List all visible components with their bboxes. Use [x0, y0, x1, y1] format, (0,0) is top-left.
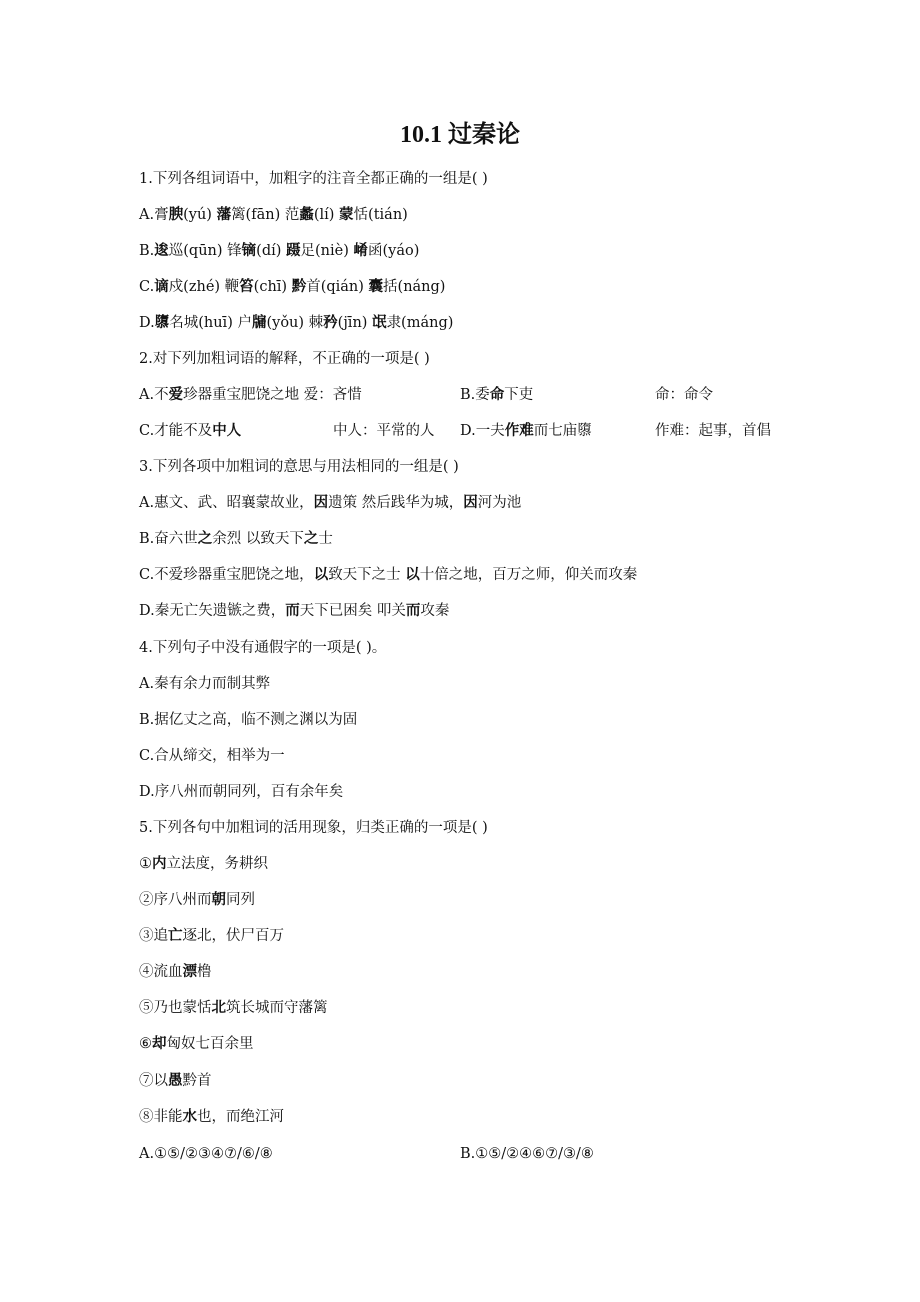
q3-option-d [139, 600, 449, 622]
q4-stem: 4.下列句子中没有通假字的一项是( )。 [139, 640, 387, 656]
q5-option-a: A.①⑤/②③④⑦/⑥/⑧ [139, 1146, 273, 1162]
q4-option-a: A.秦有余力而制其弊 [139, 676, 271, 692]
q5-item-4 [139, 961, 212, 983]
text-segment: 筑长城而守藩篱 [226, 1000, 328, 1016]
bold-term: 愚 [168, 1072, 183, 1089]
text-segment: (dí) [256, 243, 286, 259]
q5-option-b: B.①⑤/②④⑥⑦/③/⑧ [460, 1146, 594, 1162]
text-segment: 立法度，务耕织 [166, 856, 268, 872]
bold-term: 命 [489, 386, 505, 403]
bold-term: 以 [313, 566, 329, 583]
bold-term: 蒙 [339, 206, 354, 223]
text-segment: D.一夫 [460, 423, 505, 439]
text-segment: 也，而绝江河 [197, 1109, 284, 1125]
q2-option-b-explanation: 命：命令 [655, 387, 713, 403]
bold-term: 而 [285, 602, 300, 619]
q3-option-a [139, 492, 521, 514]
text-segment: 天下已困矣 叩关 [299, 603, 406, 619]
q2-option-b [460, 384, 533, 406]
q4-option-c: C.合从缔交，相举为一 [139, 748, 285, 764]
bold-term: 而 [405, 602, 421, 619]
text-segment: 恬(tián) [353, 207, 408, 223]
bold-term: 因 [463, 494, 478, 511]
text-segment: 致天下之士 [328, 567, 406, 583]
text-segment: (yǒu) 棘 [266, 315, 324, 331]
bold-term: 中人 [212, 422, 242, 439]
bold-term: 却 [152, 1035, 167, 1052]
text-segment: 戍(zhé) 鞭 [168, 279, 240, 295]
text-segment: 河为池 [477, 495, 522, 511]
text-segment: A.惠文、武、昭襄蒙故业， [139, 495, 314, 511]
text-segment: A.膏 [139, 207, 169, 223]
bold-term: 氓 [372, 314, 387, 331]
text-segment: 十倍之地，百万之师，仰关而攻秦 [419, 567, 638, 583]
q4-option-b: B.据亿丈之高，临不测之渊以为固 [139, 712, 358, 728]
q2-option-a [139, 384, 362, 406]
q5-item-2 [139, 889, 255, 911]
page-title: 10.1 过秦论 [400, 122, 520, 148]
q2-stem: 2.对下列加粗词语的解释，不正确的一项是( ) [139, 351, 430, 367]
text-segment: 遗策 然后践华为城， [328, 495, 464, 511]
bold-term: 牖 [251, 314, 267, 331]
text-segment: 攻秦 [420, 603, 450, 619]
bold-term: 谪 [154, 278, 169, 295]
text-segment: ⑧非能 [139, 1109, 183, 1125]
bold-term: 作难 [504, 422, 534, 439]
text-segment: 名城(huī) 户 [169, 315, 252, 331]
bold-term: 崤 [353, 242, 368, 259]
text-segment: ③追 [139, 928, 168, 944]
q3-option-c [139, 564, 637, 586]
q5-item-1 [139, 853, 268, 875]
bold-term: 以 [405, 566, 420, 583]
bold-term: 爱 [168, 386, 184, 403]
text-segment: 黔首 [182, 1073, 212, 1089]
q2-option-d [460, 420, 592, 442]
bold-term: 矜 [323, 314, 338, 331]
text-segment: 橹 [197, 964, 212, 980]
text-segment: 余烈 以致天下 [212, 531, 304, 547]
text-segment: 函(yáo) [367, 243, 420, 259]
text-segment: 隶(máng) [386, 315, 454, 331]
text-segment: ②序八州而 [139, 892, 212, 908]
text-segment: 下吏 [504, 387, 534, 403]
bold-term: 黔 [291, 278, 307, 295]
bold-term: 之 [197, 530, 213, 547]
q4-option-d: D.序八州而朝同列，百有余年矣 [139, 784, 344, 800]
text-segment: (chī) [253, 279, 292, 295]
bold-term: 藩 [216, 206, 232, 223]
q5-item-6 [139, 1033, 254, 1055]
text-segment: 同列 [226, 892, 255, 908]
bold-term: 水 [182, 1108, 197, 1125]
bold-term: 之 [303, 530, 319, 547]
text-segment: 逐北，伏尸百万 [182, 928, 284, 944]
text-segment: (yú) [183, 207, 217, 223]
text-segment: ④流血 [139, 964, 183, 980]
text-segment: 珍器重宝肥饶之地 爱：吝惜 [183, 387, 362, 403]
q2-option-c [139, 420, 241, 442]
text-segment: C.不爱珍器重宝肥饶之地， [139, 567, 314, 583]
text-segment: D. [139, 315, 155, 331]
q5-item-3 [139, 925, 284, 947]
text-segment: ⑦以 [139, 1073, 168, 1089]
q1-option-b [139, 240, 419, 262]
text-segment: 匈奴七百余里 [166, 1036, 254, 1052]
q1-option-a [139, 204, 408, 226]
bold-term: 隳 [154, 314, 170, 331]
q5-item-7 [139, 1070, 212, 1092]
bold-term: 囊 [368, 278, 384, 295]
bold-term: 蹑 [286, 242, 301, 259]
bold-term: 内 [152, 855, 167, 872]
bold-term: 漂 [182, 963, 197, 980]
text-segment: 足(niè) [300, 243, 354, 259]
text-segment: B.奋六世 [139, 531, 198, 547]
text-segment: ⑥ [139, 1036, 152, 1052]
bold-term: 镝 [241, 242, 257, 259]
text-segment: C.才能不及 [139, 423, 213, 439]
text-segment: 而七庙隳 [533, 423, 592, 439]
q3-option-b [139, 528, 333, 550]
bold-term: 蠡 [299, 206, 314, 223]
text-segment: (lí) [313, 207, 340, 223]
q5-stem: 5.下列各句中加粗词的活用现象，归类正确的一项是( ) [139, 820, 488, 836]
text-segment: 篱(fān) 范 [231, 207, 300, 223]
bold-term: 腴 [168, 206, 184, 223]
q1-option-d [139, 312, 453, 334]
bold-term: 北 [211, 999, 226, 1016]
bold-term: 因 [313, 494, 329, 511]
q3-stem: 3.下列各项中加粗词的意思与用法相同的一组是( ) [139, 459, 459, 475]
text-segment: A.不 [139, 387, 169, 403]
q2-option-c-explanation: 中人：平常的人 [333, 423, 435, 439]
text-segment: B.委 [460, 387, 490, 403]
q1-stem: 1.下列各组词语中，加粗字的注音全都正确的一组是( ) [139, 171, 488, 187]
text-segment: C. [139, 279, 155, 295]
text-segment: ① [139, 856, 152, 872]
text-segment: D.秦无亡矢遗镞之费， [139, 603, 286, 619]
q5-item-8 [139, 1106, 284, 1128]
text-segment: 巡(qūn) 锋 [168, 243, 242, 259]
text-segment: ⑤乃也蒙恬 [139, 1000, 212, 1016]
q1-option-c [139, 276, 445, 298]
q5-item-5 [139, 997, 328, 1019]
q2-option-d-explanation: 作难：起事，首倡 [655, 423, 771, 439]
text-segment: 首(qián) [306, 279, 369, 295]
bold-term: 朝 [211, 891, 226, 908]
text-segment: B. [139, 243, 155, 259]
bold-term: 逡 [154, 242, 169, 259]
bold-term: 亡 [168, 927, 183, 944]
bold-term: 笞 [239, 278, 254, 295]
text-segment: 士 [318, 531, 333, 547]
text-segment: 括(náng) [383, 279, 446, 295]
text-segment: (jīn) [337, 315, 373, 331]
